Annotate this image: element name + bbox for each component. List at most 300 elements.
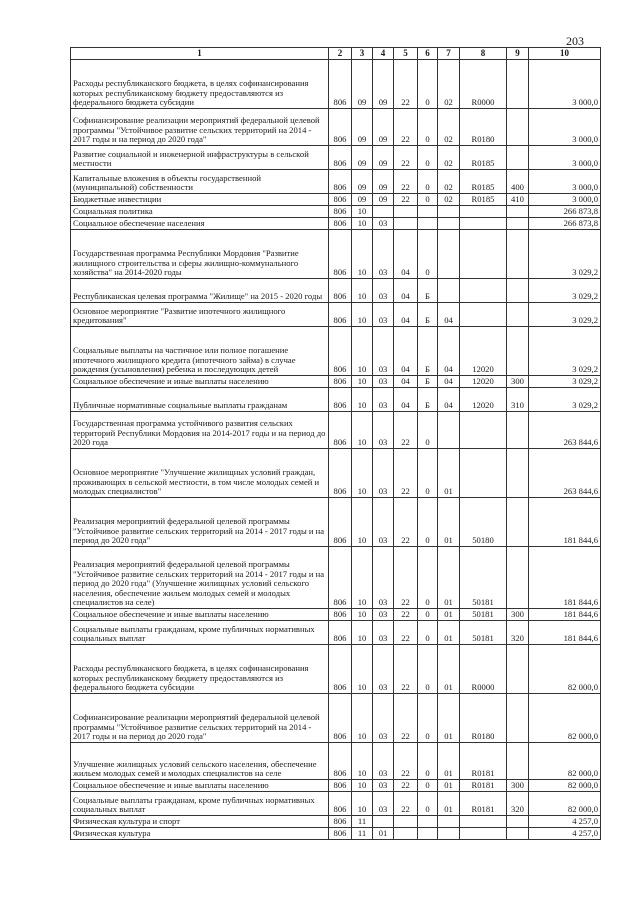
code-cell: 02 [438, 194, 460, 206]
table-row [71, 621, 601, 645]
table-row [71, 230, 601, 279]
amount-cell: 263 844,6 [529, 412, 601, 449]
code-cell [507, 743, 529, 780]
code-cell: 806 [329, 547, 352, 609]
code-cell: 10 [352, 792, 373, 816]
code-cell: 10 [352, 609, 373, 621]
code-cell [418, 828, 438, 840]
budget-table [70, 47, 601, 840]
code-cell: 01 [438, 694, 460, 743]
code-cell: 10 [352, 645, 373, 694]
amount-cell: 82 000,0 [529, 694, 601, 743]
item-name-cell: Основное мероприятие "Развитие ипотечного жилищного кредитования" [71, 303, 329, 327]
item-name-cell: Развитие социальной и инженерной инфраструктуры в сельской местности [71, 146, 329, 170]
item-name-cell: Основное мероприятие "Улучшение жилищных условий граждан, проживающих в сельской местности, в том числе молодых семей и молодых специалистов" [71, 449, 329, 498]
table-row [71, 547, 601, 609]
code-cell: R0000 [460, 645, 507, 694]
code-cell: 806 [329, 230, 352, 279]
code-cell: 01 [438, 547, 460, 609]
code-cell [507, 230, 529, 279]
header-row [71, 48, 601, 60]
code-cell: 03 [373, 547, 394, 609]
table-row [71, 60, 601, 109]
table-row [71, 218, 601, 230]
amount-cell: 181 844,6 [529, 621, 601, 645]
code-cell: 10 [352, 388, 373, 412]
code-cell: 0 [418, 230, 438, 279]
code-cell: 09 [373, 146, 394, 170]
amount-cell: 3 000,0 [529, 109, 601, 146]
code-cell: 50180 [460, 498, 507, 547]
code-cell: 806 [329, 327, 352, 376]
item-name-cell: Софинансирование реализации мероприятий федеральной целевой программы "Устойчивое развитие сельских территорий на 2014 - 2017 годы и на период до 2020 года" [71, 694, 329, 743]
code-cell: 03 [373, 694, 394, 743]
amount-cell: 82 000,0 [529, 780, 601, 792]
code-cell: 03 [373, 279, 394, 303]
code-cell: 09 [352, 109, 373, 146]
code-cell: 02 [438, 60, 460, 109]
code-cell: 806 [329, 694, 352, 743]
code-cell: 806 [329, 170, 352, 194]
amount-cell: 3 000,0 [529, 170, 601, 194]
item-name-cell: Расходы республиканского бюджета, в целях софинансирования которых республиканскому бюджету предоставляются из федерального бюджета субсидии [71, 60, 329, 109]
table-row [71, 792, 601, 816]
code-cell: 806 [329, 206, 352, 218]
code-cell: 22 [394, 60, 418, 109]
code-cell [373, 206, 394, 218]
code-cell: 12020 [460, 388, 507, 412]
table-row [71, 194, 601, 206]
code-cell: 806 [329, 498, 352, 547]
code-cell: 22 [394, 694, 418, 743]
code-cell: 320 [507, 792, 529, 816]
code-cell [507, 694, 529, 743]
code-cell: 806 [329, 449, 352, 498]
code-cell: 01 [438, 792, 460, 816]
page-number: 203 [566, 34, 584, 48]
code-cell [438, 412, 460, 449]
item-name-cell: Реализация мероприятий федеральной целевой программы "Устойчивое развитие сельских территорий на 2014 - 2017 годы и на период до 2020 года" [71, 498, 329, 547]
code-cell: 22 [394, 609, 418, 621]
code-cell [460, 218, 507, 230]
code-cell: 0 [418, 621, 438, 645]
code-cell: 50181 [460, 621, 507, 645]
code-cell [460, 303, 507, 327]
table-row [71, 743, 601, 780]
code-cell: 10 [352, 547, 373, 609]
table-row [71, 376, 601, 388]
code-cell: 09 [373, 109, 394, 146]
amount-cell: 3 029,2 [529, 303, 601, 327]
table-row [71, 645, 601, 694]
header-cell: 1 [71, 48, 329, 60]
code-cell: 03 [373, 792, 394, 816]
code-cell: R0185 [460, 146, 507, 170]
code-cell: 0 [418, 694, 438, 743]
code-cell: 09 [373, 194, 394, 206]
item-name-cell: Социальное обеспечение и иные выплаты населению [71, 376, 329, 388]
code-cell: Б [418, 279, 438, 303]
code-cell: 0 [418, 412, 438, 449]
code-cell: R0185 [460, 194, 507, 206]
code-cell: R0181 [460, 792, 507, 816]
code-cell [373, 816, 394, 828]
code-cell [507, 449, 529, 498]
amount-cell: 3 029,2 [529, 376, 601, 388]
code-cell: 0 [418, 449, 438, 498]
amount-cell: 3 029,2 [529, 230, 601, 279]
code-cell: 11 [352, 816, 373, 828]
item-name-cell: Социальное обеспечение и иные выплаты населению [71, 780, 329, 792]
table-row [71, 279, 601, 303]
amount-cell: 3 000,0 [529, 60, 601, 109]
code-cell: 22 [394, 109, 418, 146]
code-cell: 10 [352, 743, 373, 780]
item-name-cell: Реализация мероприятий федеральной целевой программы "Устойчивое развитие сельских территорий на 2014 - 2017 годы и на период до 2020 года" (Улучшение жилищных условий сельского населения, обеспечение жильем молодых семей и молодых специалистов на селе) [71, 547, 329, 609]
code-cell: 0 [418, 743, 438, 780]
code-cell [507, 218, 529, 230]
table-row [71, 828, 601, 840]
code-cell: 50181 [460, 547, 507, 609]
code-cell: 04 [438, 327, 460, 376]
code-cell: 806 [329, 609, 352, 621]
code-cell [460, 206, 507, 218]
code-cell: 320 [507, 621, 529, 645]
code-cell [418, 816, 438, 828]
amount-cell: 266 873,8 [529, 218, 601, 230]
code-cell: 01 [438, 743, 460, 780]
code-cell [507, 828, 529, 840]
header-cell: 8 [460, 48, 507, 60]
code-cell: 22 [394, 780, 418, 792]
code-cell: 01 [438, 645, 460, 694]
header-cell: 9 [507, 48, 529, 60]
code-cell: 01 [438, 449, 460, 498]
table-row [71, 303, 601, 327]
code-cell: 806 [329, 816, 352, 828]
code-cell: 0 [418, 109, 438, 146]
code-cell: 03 [373, 218, 394, 230]
amount-cell: 4 257,0 [529, 828, 601, 840]
code-cell: 806 [329, 376, 352, 388]
code-cell: 22 [394, 645, 418, 694]
code-cell: 0 [418, 609, 438, 621]
table-row [71, 780, 601, 792]
code-cell [394, 828, 418, 840]
item-name-cell: Социальные выплаты на частичное или полное погашение ипотечного жилищного кредита (ипотечного займа) в случае рождения (усыновления) ребенка и последующих детей [71, 327, 329, 376]
code-cell: 300 [507, 376, 529, 388]
code-cell: 806 [329, 743, 352, 780]
code-cell: 0 [418, 194, 438, 206]
code-cell: R0000 [460, 60, 507, 109]
amount-cell: 3 000,0 [529, 194, 601, 206]
code-cell: 806 [329, 828, 352, 840]
code-cell: 01 [438, 780, 460, 792]
table-row [71, 412, 601, 449]
table-row [71, 609, 601, 621]
table-row [71, 109, 601, 146]
code-cell: 50181 [460, 609, 507, 621]
code-cell: 10 [352, 621, 373, 645]
code-cell: Б [418, 376, 438, 388]
code-cell: 03 [373, 388, 394, 412]
code-cell [507, 547, 529, 609]
code-cell: 09 [373, 170, 394, 194]
code-cell: 0 [418, 170, 438, 194]
code-cell: 10 [352, 412, 373, 449]
item-name-cell: Государственная программа устойчивого развития сельских территорий Республики Мордовия на 2014-2017 годы и на период до 2020 года [71, 412, 329, 449]
amount-cell: 181 844,6 [529, 609, 601, 621]
code-cell: 01 [438, 609, 460, 621]
code-cell: 03 [373, 327, 394, 376]
code-cell: 04 [438, 388, 460, 412]
table-row [71, 206, 601, 218]
code-cell: 02 [438, 146, 460, 170]
item-name-cell: Публичные нормативные социальные выплаты гражданам [71, 388, 329, 412]
code-cell: 22 [394, 449, 418, 498]
code-cell: R0181 [460, 780, 507, 792]
code-cell [438, 230, 460, 279]
code-cell [507, 146, 529, 170]
amount-cell: 82 000,0 [529, 743, 601, 780]
code-cell [394, 206, 418, 218]
amount-cell: 263 844,6 [529, 449, 601, 498]
code-cell: 0 [418, 498, 438, 547]
code-cell: 10 [352, 694, 373, 743]
code-cell: 22 [394, 170, 418, 194]
header-cell: 10 [529, 48, 601, 60]
amount-cell: 266 873,8 [529, 206, 601, 218]
code-cell: 04 [394, 388, 418, 412]
code-cell: 03 [373, 303, 394, 327]
code-cell [507, 816, 529, 828]
code-cell: 03 [373, 449, 394, 498]
code-cell: 09 [352, 60, 373, 109]
code-cell: 22 [394, 412, 418, 449]
code-cell: 10 [352, 498, 373, 547]
code-cell: 10 [352, 303, 373, 327]
code-cell: 400 [507, 170, 529, 194]
code-cell [394, 816, 418, 828]
code-cell: 04 [394, 327, 418, 376]
code-cell: 11 [352, 828, 373, 840]
code-cell [438, 816, 460, 828]
code-cell: 03 [373, 412, 394, 449]
amount-cell: 82 000,0 [529, 645, 601, 694]
code-cell: 806 [329, 146, 352, 170]
item-name-cell: Социальные выплаты гражданам, кроме публичных нормативных социальных выплат [71, 792, 329, 816]
amount-cell: 181 844,6 [529, 547, 601, 609]
code-cell [418, 206, 438, 218]
code-cell: 806 [329, 109, 352, 146]
code-cell: 03 [373, 376, 394, 388]
header-cell: 2 [329, 48, 352, 60]
code-cell: 09 [352, 170, 373, 194]
code-cell [507, 412, 529, 449]
table-row [71, 170, 601, 194]
code-cell [438, 828, 460, 840]
code-cell: 01 [438, 498, 460, 547]
table-body [71, 60, 601, 840]
code-cell: 03 [373, 645, 394, 694]
code-cell: 22 [394, 498, 418, 547]
code-cell: 0 [418, 645, 438, 694]
code-cell: 0 [418, 780, 438, 792]
item-name-cell: Государственная программа Республики Мордовия "Развитие жилищного строительства и сферы жилищно-коммунального хозяйства" на 2014-2020 годы [71, 230, 329, 279]
table-row [71, 498, 601, 547]
code-cell: 22 [394, 743, 418, 780]
table-row [71, 694, 601, 743]
code-cell: 0 [418, 547, 438, 609]
item-name-cell: Бюджетные инвестиции [71, 194, 329, 206]
code-cell: Б [418, 303, 438, 327]
code-cell [507, 109, 529, 146]
code-cell: 806 [329, 645, 352, 694]
item-name-cell: Социальная политика [71, 206, 329, 218]
code-cell: 22 [394, 792, 418, 816]
code-cell: 02 [438, 170, 460, 194]
code-cell [507, 279, 529, 303]
item-name-cell: Социальное обеспечение и иные выплаты населению [71, 609, 329, 621]
code-cell: 300 [507, 780, 529, 792]
header-cell: 3 [352, 48, 373, 60]
code-cell: 01 [438, 621, 460, 645]
code-cell: 03 [373, 743, 394, 780]
code-cell [460, 412, 507, 449]
code-cell: 22 [394, 621, 418, 645]
code-cell: 806 [329, 792, 352, 816]
table-row [71, 327, 601, 376]
code-cell: 806 [329, 388, 352, 412]
code-cell [507, 206, 529, 218]
amount-cell: 3 029,2 [529, 327, 601, 376]
code-cell: R0181 [460, 743, 507, 780]
item-name-cell: Капитальные вложения в объекты государственной (муниципальной) собственности [71, 170, 329, 194]
code-cell: Б [418, 327, 438, 376]
code-cell: R0180 [460, 109, 507, 146]
code-cell [438, 206, 460, 218]
code-cell [438, 218, 460, 230]
item-name-cell: Физическая культура и спорт [71, 816, 329, 828]
item-name-cell: Софинансирование реализации мероприятий федеральной целевой программы "Устойчивое развитие сельских территорий на 2014 - 2017 годы и на период до 2020 года" [71, 109, 329, 146]
code-cell: 806 [329, 279, 352, 303]
code-cell: 806 [329, 303, 352, 327]
code-cell: 09 [373, 60, 394, 109]
code-cell: 03 [373, 609, 394, 621]
code-cell: 22 [394, 547, 418, 609]
item-name-cell: Социальные выплаты гражданам, кроме публичных нормативных социальных выплат [71, 621, 329, 645]
item-name-cell: Социальное обеспечение населения [71, 218, 329, 230]
table-row [71, 146, 601, 170]
code-cell: 04 [438, 376, 460, 388]
code-cell [460, 279, 507, 303]
code-cell: 12020 [460, 327, 507, 376]
code-cell [394, 218, 418, 230]
code-cell: 10 [352, 376, 373, 388]
code-cell: 04 [438, 303, 460, 327]
code-cell: 0 [418, 792, 438, 816]
code-cell [507, 327, 529, 376]
header-cell: 7 [438, 48, 460, 60]
code-cell: 03 [373, 230, 394, 279]
header-cell: 5 [394, 48, 418, 60]
code-cell: 806 [329, 60, 352, 109]
item-name-cell: Физическая культура [71, 828, 329, 840]
amount-cell: 82 000,0 [529, 792, 601, 816]
code-cell: R0180 [460, 694, 507, 743]
code-cell: 806 [329, 218, 352, 230]
header-cell: 6 [418, 48, 438, 60]
code-cell: 03 [373, 780, 394, 792]
code-cell: 02 [438, 109, 460, 146]
code-cell: 10 [352, 218, 373, 230]
code-cell: 310 [507, 388, 529, 412]
table-row [71, 388, 601, 412]
code-cell: 10 [352, 327, 373, 376]
code-cell: R0185 [460, 170, 507, 194]
code-cell [507, 303, 529, 327]
code-cell: 806 [329, 621, 352, 645]
code-cell: 806 [329, 780, 352, 792]
code-cell: 22 [394, 194, 418, 206]
code-cell: 0 [418, 146, 438, 170]
item-name-cell: Республиканская целевая программа "Жилище" на 2015 - 2020 годы [71, 279, 329, 303]
code-cell [460, 816, 507, 828]
code-cell: 09 [352, 194, 373, 206]
code-cell: 410 [507, 194, 529, 206]
code-cell: 09 [352, 146, 373, 170]
code-cell: 04 [394, 230, 418, 279]
item-name-cell: Расходы республиканского бюджета, в целях софинансирования которых республиканскому бюджету предоставляются из федерального бюджета субсидии [71, 645, 329, 694]
code-cell: 03 [373, 621, 394, 645]
code-cell [438, 279, 460, 303]
code-cell: 22 [394, 146, 418, 170]
amount-cell: 3 000,0 [529, 146, 601, 170]
code-cell: 10 [352, 449, 373, 498]
code-cell [460, 449, 507, 498]
amount-cell: 3 029,2 [529, 279, 601, 303]
code-cell: 01 [373, 828, 394, 840]
table-row [71, 449, 601, 498]
amount-cell: 181 844,6 [529, 498, 601, 547]
code-cell: 300 [507, 609, 529, 621]
code-cell: 10 [352, 279, 373, 303]
code-cell: 12020 [460, 376, 507, 388]
code-cell: Б [418, 388, 438, 412]
code-cell [507, 645, 529, 694]
amount-cell: 4 257,0 [529, 816, 601, 828]
code-cell: 04 [394, 303, 418, 327]
amount-cell: 3 029,2 [529, 388, 601, 412]
code-cell: 10 [352, 230, 373, 279]
code-cell: 04 [394, 376, 418, 388]
code-cell [507, 498, 529, 547]
code-cell: 10 [352, 780, 373, 792]
code-cell: 0 [418, 60, 438, 109]
header-cell: 4 [373, 48, 394, 60]
code-cell: 10 [352, 206, 373, 218]
code-cell: 806 [329, 194, 352, 206]
code-cell [418, 218, 438, 230]
item-name-cell: Улучшение жилищных условий сельского населения, обеспечение жильем молодых семей и молодых специалистов на селе [71, 743, 329, 780]
table-row [71, 816, 601, 828]
code-cell: 806 [329, 412, 352, 449]
code-cell [460, 828, 507, 840]
code-cell [507, 60, 529, 109]
code-cell: 03 [373, 498, 394, 547]
code-cell [460, 230, 507, 279]
code-cell: 04 [394, 279, 418, 303]
